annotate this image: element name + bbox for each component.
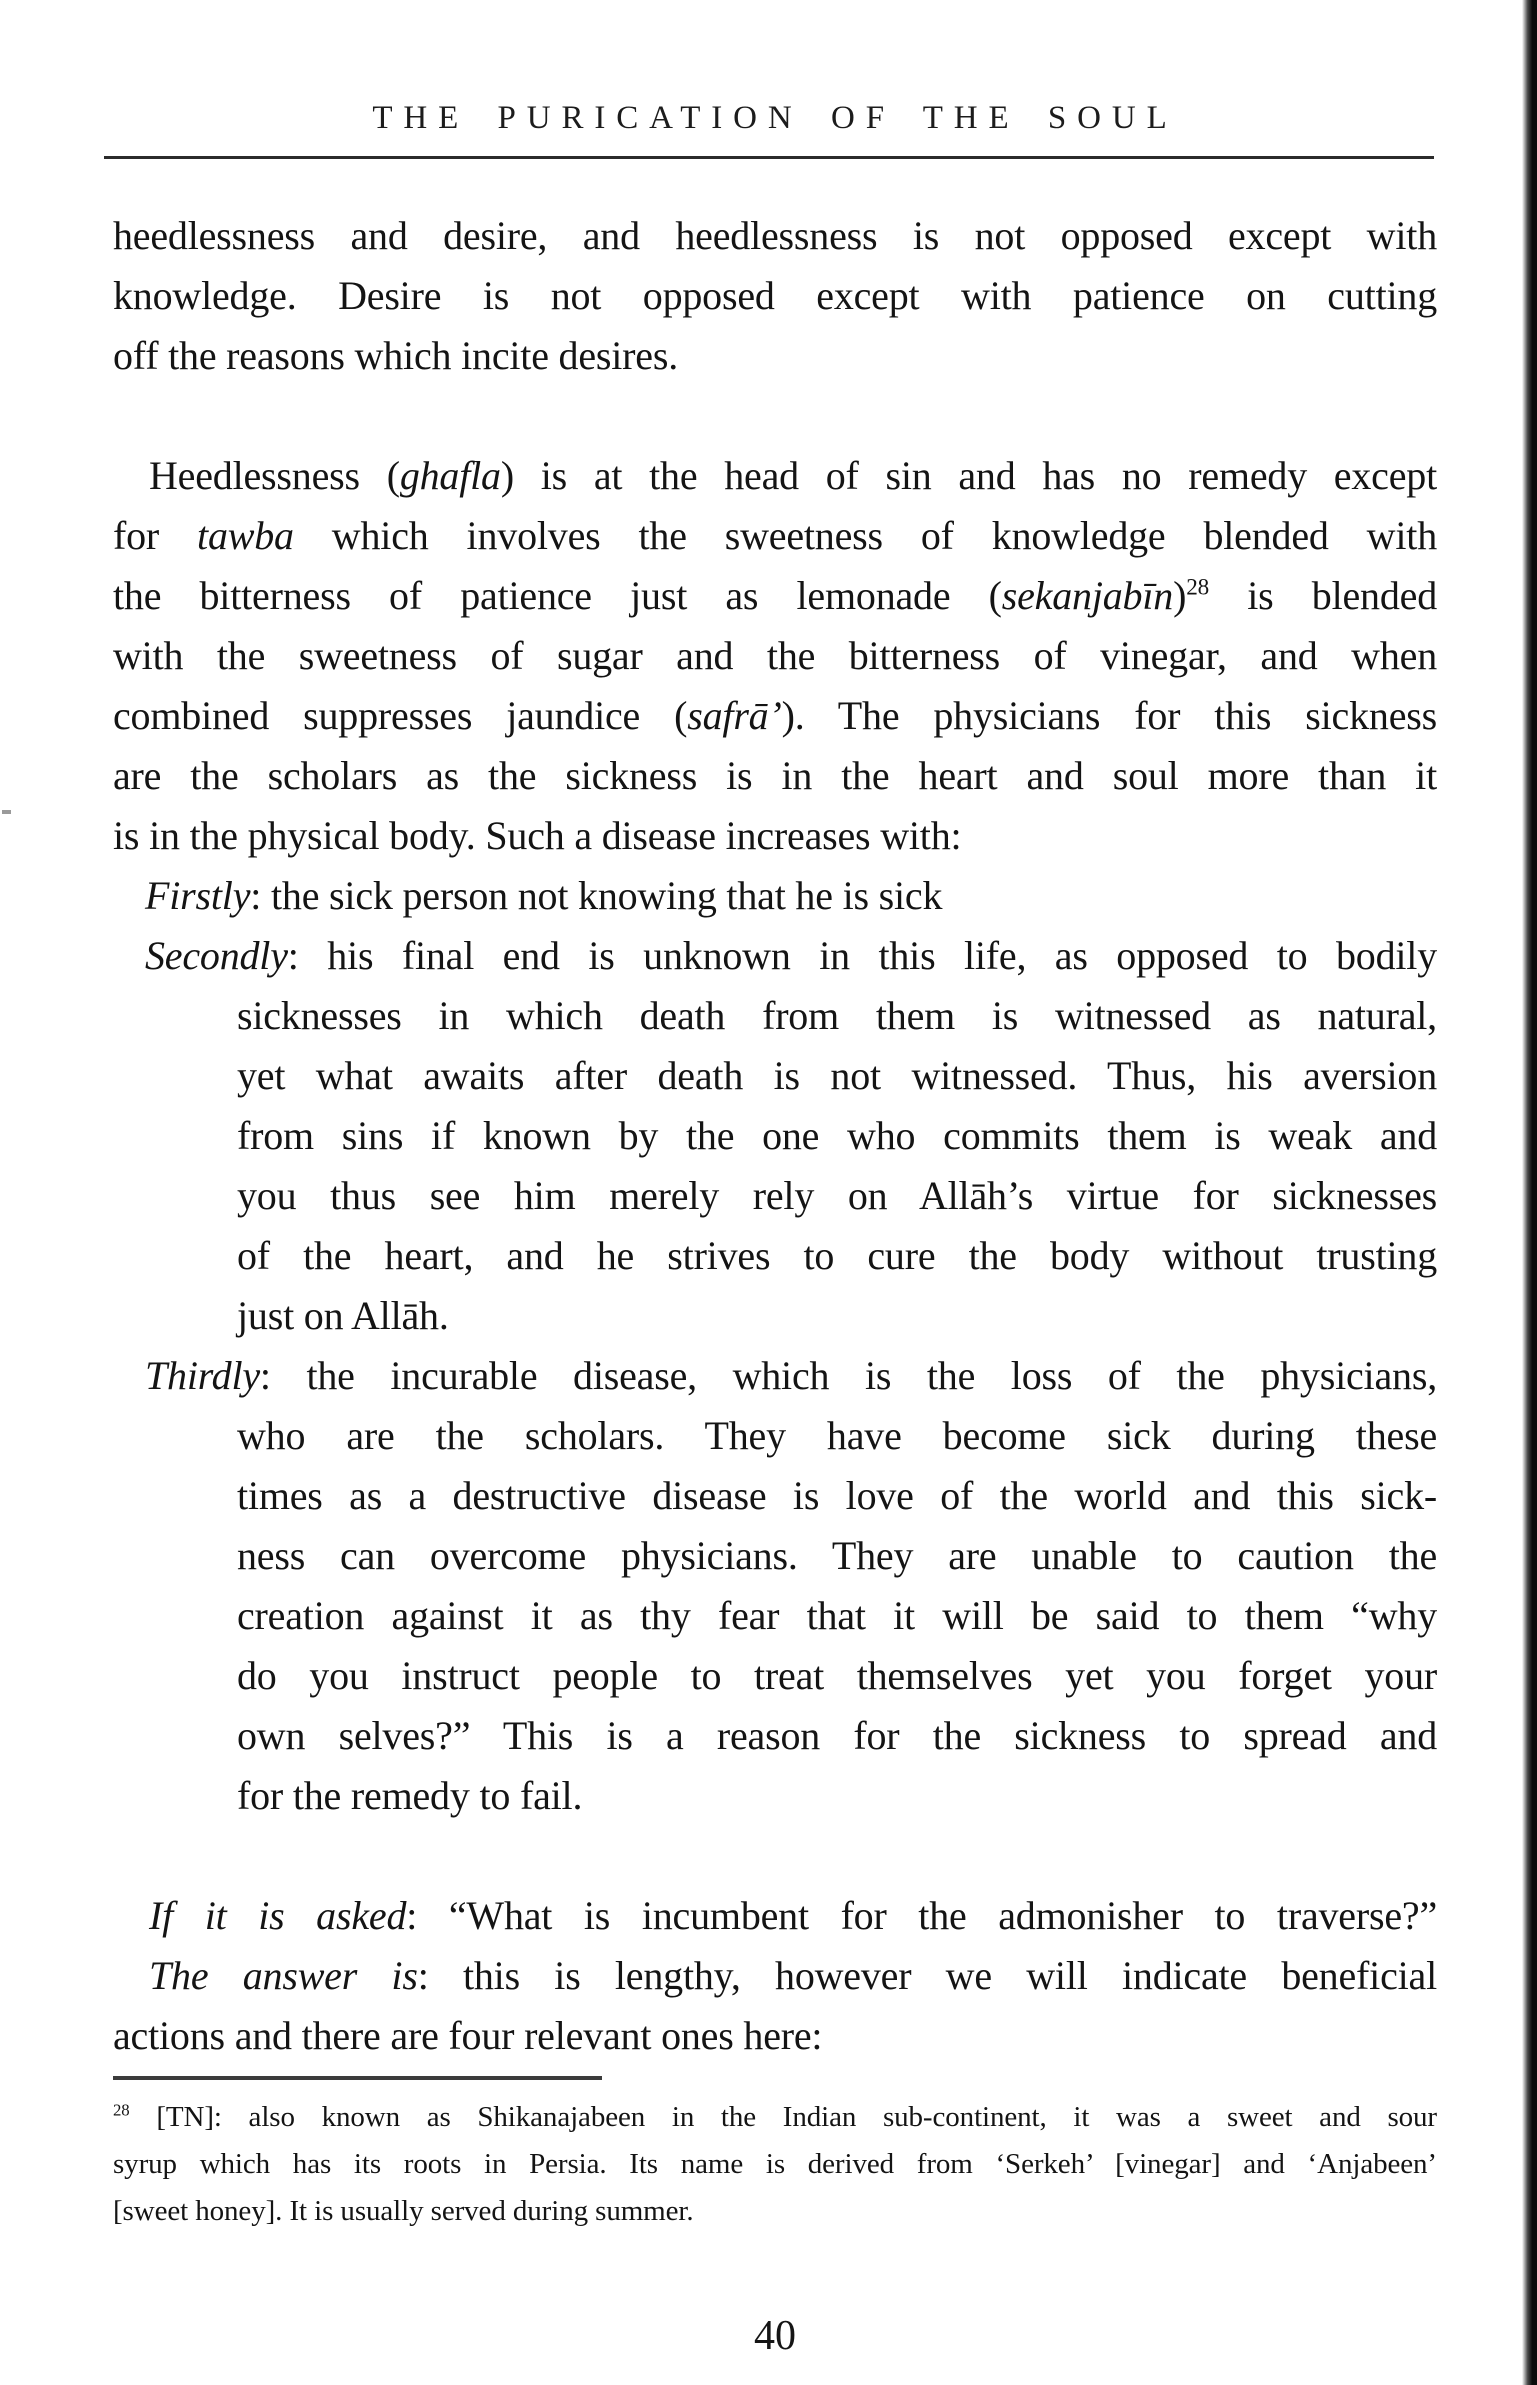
text-segment: of the heart, and he strives to cure the body without trusting xyxy=(237,1233,1437,1278)
text-segment: combined suppresses jaundice ( xyxy=(113,693,688,738)
text-segment: [TN]: also known as Shikanajabeen in the Indian sub-continent, it was a sweet and sour xyxy=(129,2101,1437,2133)
footnote xyxy=(113,2076,1437,2235)
text-segment: sicknesses in which death from them is witnessed as natural, xyxy=(237,993,1437,1038)
text-line xyxy=(113,1466,1437,1526)
text-line xyxy=(113,986,1437,1046)
italic-text: Firstly xyxy=(145,873,251,918)
text-line xyxy=(113,1226,1437,1286)
text-segment: creation against it as thy fear that it will be said to them “why xyxy=(237,1593,1437,1638)
italic-text: Secondly xyxy=(145,933,288,978)
italic-text: tawba xyxy=(197,513,294,558)
text-segment: own selves?” This is a reason for the sickness to spread and xyxy=(237,1713,1437,1758)
text-segment: [sweet honey]. It is usually served during summer. xyxy=(113,2195,694,2227)
text-line xyxy=(113,1586,1437,1646)
text-line xyxy=(113,506,1437,566)
italic-text: The answer is xyxy=(149,1953,418,1998)
text-line xyxy=(113,926,1437,986)
text-segment: which involves the sweetness of knowledge blended with xyxy=(293,513,1437,558)
scan-mark-artifact xyxy=(2,810,11,814)
text-line xyxy=(113,266,1437,326)
line-spacer xyxy=(113,386,1437,446)
text-line xyxy=(113,2094,1437,2141)
text-line xyxy=(113,806,1437,866)
text-segment: ) xyxy=(1173,573,1187,618)
text-line xyxy=(113,1886,1437,1946)
text-segment: : “What is incumbent for the admonisher to traverse?” xyxy=(406,1893,1437,1938)
text-segment: do you instruct people to treat themselves yet you forget your xyxy=(237,1653,1437,1698)
text-line xyxy=(113,1406,1437,1466)
text-segment: are the scholars as the sickness is in the heart and soul more than it xyxy=(113,753,1437,798)
text-line xyxy=(113,566,1437,626)
superscript-ref: 28 xyxy=(1186,574,1209,601)
footnote-text xyxy=(113,2094,1437,2235)
text-segment: Heedlessness ( xyxy=(149,453,400,498)
page-number: 40 xyxy=(754,2313,796,2359)
text-line xyxy=(113,866,1437,926)
footnote-rule xyxy=(113,2076,602,2080)
text-segment: from sins if known by the one who commits them is weak and xyxy=(237,1113,1437,1158)
text-line xyxy=(113,326,1437,386)
italic-text: safrā’ xyxy=(687,693,782,738)
text-segment: heedlessness and desire, and heedlessness is not opposed except with xyxy=(113,213,1437,258)
text-segment: for the remedy to fail. xyxy=(237,1773,583,1818)
text-segment: : the sick person not knowing that he is sick xyxy=(250,873,943,918)
text-segment: off the reasons which incite desires. xyxy=(113,333,679,378)
text-line xyxy=(113,1946,1437,2006)
text-segment: ). The physicians for this sickness xyxy=(781,693,1437,738)
italic-text: Thirdly xyxy=(145,1353,260,1398)
text-segment: with the sweetness of sugar and the bitterness of vinegar, and when xyxy=(113,633,1437,678)
header-rule xyxy=(104,156,1434,159)
text-line xyxy=(113,1526,1437,1586)
text-line xyxy=(113,2188,1437,2235)
scan-edge-artifact xyxy=(1522,0,1537,2385)
text-line xyxy=(113,686,1437,746)
text-segment: : the incurable disease, which is the loss of the physicians, xyxy=(259,1353,1437,1398)
italic-text: sekanjabīn xyxy=(1001,573,1174,618)
text-segment: times as a destructive disease is love of the world and this sick- xyxy=(237,1473,1437,1518)
text-segment: ) is at the head of sin and has no remedy except xyxy=(500,453,1437,498)
text-line xyxy=(113,2006,1437,2066)
running-header: THE PURICATION OF THE SOUL xyxy=(372,100,1178,136)
text-line xyxy=(113,1046,1437,1106)
text-segment: yet what awaits after death is not witnessed. Thus, his aversion xyxy=(237,1053,1437,1098)
text-segment: actions and there are four relevant ones here: xyxy=(113,2013,823,2058)
text-segment: who are the scholars. They have become sick during these xyxy=(237,1413,1437,1458)
italic-text: ghafla xyxy=(399,453,501,498)
text-segment: : his final end is unknown in this life, as opposed to bodily xyxy=(287,933,1437,978)
text-segment: for xyxy=(113,513,198,558)
text-line xyxy=(113,1346,1437,1406)
text-segment: ness can overcome physicians. They are unable to caution the xyxy=(237,1533,1437,1578)
text-line xyxy=(113,446,1437,506)
text-segment: knowledge. Desire is not opposed except with patience on cutting xyxy=(113,273,1437,318)
text-segment: the bitterness of patience just as lemonade ( xyxy=(113,573,1002,618)
text-line xyxy=(113,1766,1437,1826)
text-line xyxy=(113,1706,1437,1766)
text-segment: is blended xyxy=(1209,573,1437,618)
text-line xyxy=(113,2141,1437,2188)
text-segment: you thus see him merely rely on Allāh’s virtue for sicknesses xyxy=(237,1173,1437,1218)
text-line xyxy=(113,206,1437,266)
text-segment: just on Allāh. xyxy=(237,1293,449,1338)
text-segment: : this is lengthy, however we will indicate beneficial xyxy=(417,1953,1437,1998)
text-line xyxy=(113,1286,1437,1346)
line-spacer xyxy=(113,1826,1437,1886)
text-line xyxy=(113,746,1437,806)
text-line xyxy=(113,1166,1437,1226)
superscript-ref: 28 xyxy=(113,2100,130,2120)
body-text xyxy=(113,206,1437,2066)
text-segment: is in the physical body. Such a disease increases with: xyxy=(113,813,962,858)
text-segment: syrup which has its roots in Persia. Its name is derived from ‘Serkeh’ [vinegar] and ‘Anjabeen’ xyxy=(113,2148,1437,2180)
text-line xyxy=(113,626,1437,686)
italic-text: If it is asked xyxy=(149,1893,407,1938)
text-line xyxy=(113,1646,1437,1706)
text-line xyxy=(113,1106,1437,1166)
